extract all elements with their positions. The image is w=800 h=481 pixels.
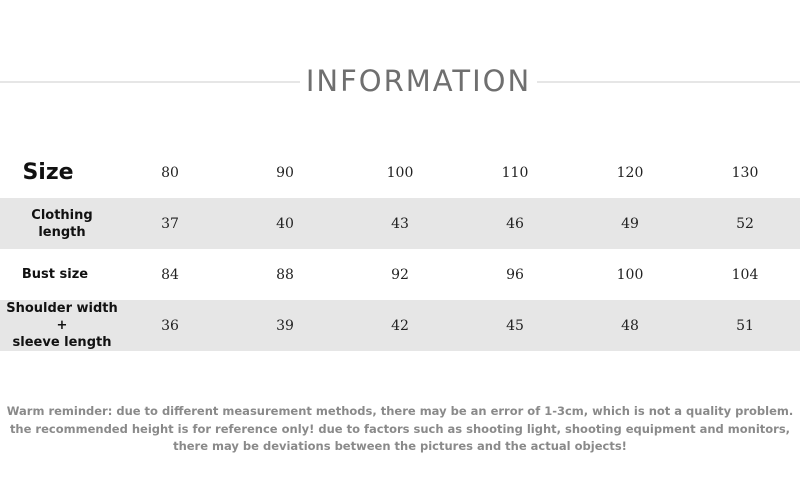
size-cell: 100 xyxy=(386,164,414,181)
table-row xyxy=(0,300,800,351)
row-label-line: Bust size xyxy=(21,267,89,282)
table-cell: 92 xyxy=(391,266,409,283)
table-cell: 39 xyxy=(276,317,294,334)
note-line: there may be deviations between the pictures and the actual objects! xyxy=(173,439,627,453)
row-label xyxy=(0,266,110,283)
size-table xyxy=(0,147,800,351)
row-label-line: Clothing xyxy=(31,207,93,223)
row-label-line: Shoulder width + xyxy=(6,301,118,333)
table-row xyxy=(0,249,800,300)
size-header-row xyxy=(0,147,800,198)
table-cell: 104 xyxy=(731,266,759,283)
row-label-line: sleeve length xyxy=(12,335,112,350)
size-header-label: Size xyxy=(22,159,74,185)
table-cell: 48 xyxy=(621,317,639,334)
row-label xyxy=(0,300,124,351)
table-cell: 88 xyxy=(276,266,294,283)
warm-reminder-note xyxy=(0,403,800,456)
title-rule-left xyxy=(0,81,300,83)
table-cell: 37 xyxy=(161,215,179,232)
table-cell: 45 xyxy=(506,317,524,334)
table-cell: 46 xyxy=(506,215,524,232)
size-cell: 110 xyxy=(501,164,529,181)
note-line: the recommended height is for reference only! due to factors such as shooting light, shooting equipment and monitors, xyxy=(9,421,791,436)
table-cell: 51 xyxy=(736,317,754,334)
table-cell: 42 xyxy=(391,317,409,334)
size-cell: 80 xyxy=(161,164,179,181)
table-cell: 100 xyxy=(616,266,644,283)
table-cell: 49 xyxy=(621,215,639,232)
table-cell: 96 xyxy=(506,266,524,283)
row-label xyxy=(0,207,124,241)
table-cell: 36 xyxy=(161,317,179,334)
row-label-line: length xyxy=(38,224,86,240)
table-cell: 52 xyxy=(736,215,754,232)
title-rule-right xyxy=(537,81,800,83)
size-cell: 120 xyxy=(616,164,644,181)
table-cell: 84 xyxy=(161,266,179,283)
page-title: INFORMATION xyxy=(305,64,532,98)
title-section xyxy=(0,60,800,102)
note-line: Warm reminder: due to different measurement methods, there may be an error of 1-3cm, which is not a quality problem. xyxy=(6,404,794,418)
size-cell: 90 xyxy=(276,164,294,181)
table-row xyxy=(0,198,800,249)
size-cell: 130 xyxy=(731,164,759,181)
table-cell: 40 xyxy=(276,215,294,232)
table-cell: 43 xyxy=(391,215,409,232)
